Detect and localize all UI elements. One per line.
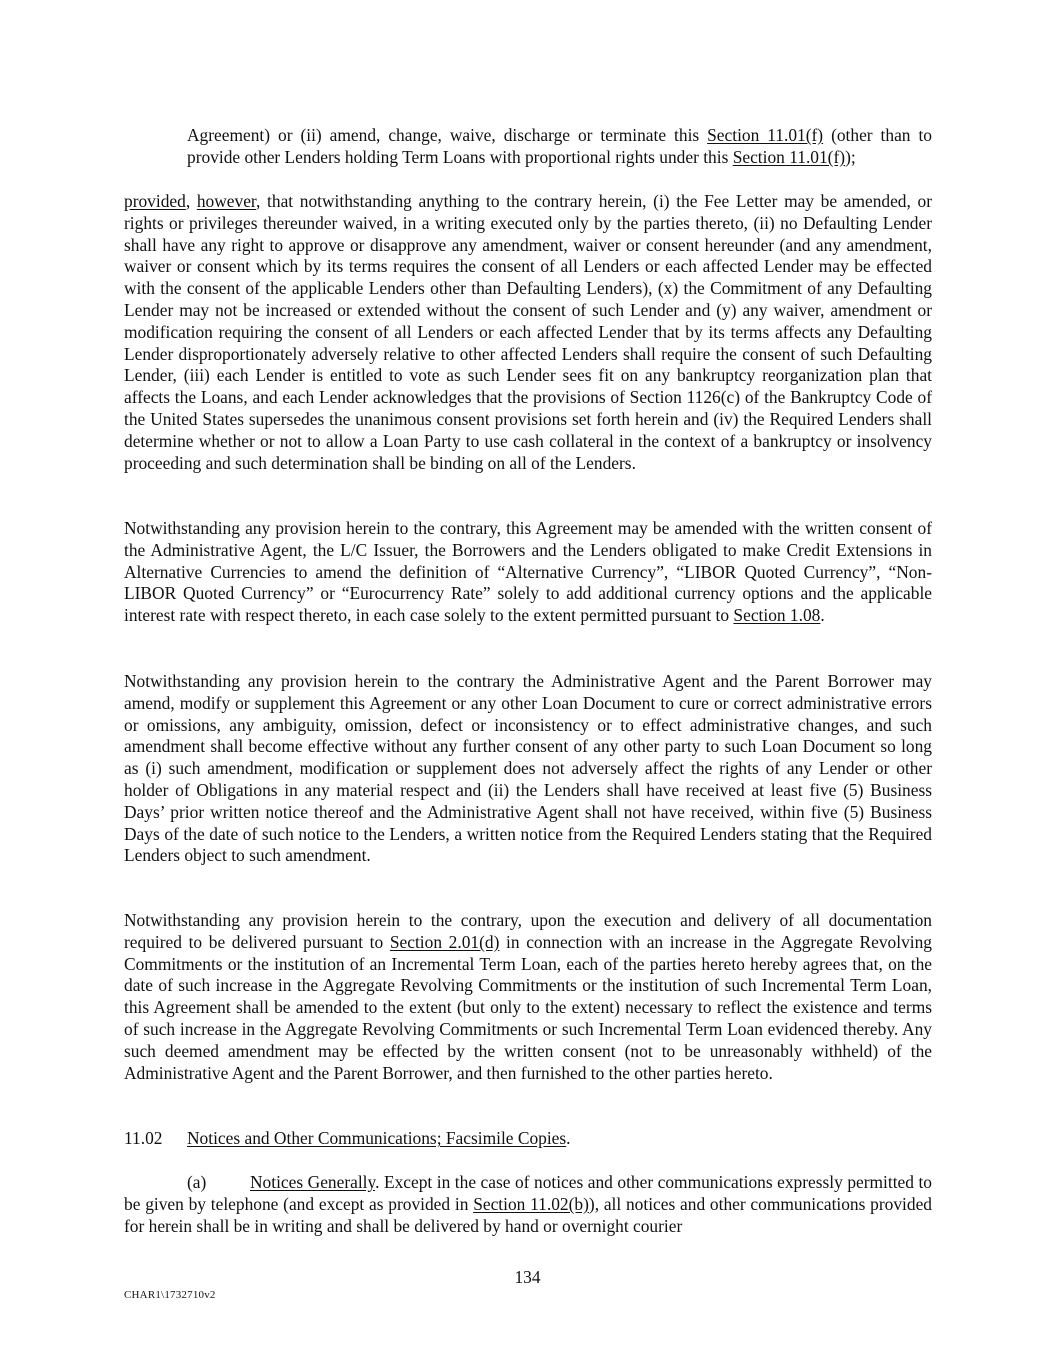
section-reference: Section 11.01(f): [732, 146, 846, 167]
alternative-currency-paragraph: [124, 518, 932, 627]
section-heading: [124, 1128, 932, 1150]
section-number: 11.02: [124, 1128, 163, 1148]
clause-title: Notices Generally: [250, 1172, 376, 1192]
text-run: ,: [185, 191, 197, 211]
underlined-term: provided: [124, 191, 186, 211]
section-title: Notices and Other Communications; Facsimile Copies: [187, 1128, 567, 1148]
document-id: CHAR1\1732710v2: [124, 1289, 216, 1301]
text-run: .: [566, 1128, 571, 1148]
notices-generally-paragraph: [124, 1172, 932, 1237]
text-run: , that notwithstanding anything to the contrary herein, (i) the Fee Letter may be amended, or rights or privileges thereunder waived, in a writing executed only by the parties thereto, (ii) no Defaulting Lender shall have any right to approve or disapprove any amendment, waiver or consent hereunder (and any amendment, waiver or consent which by its terms requires the consent of all Lenders or each affected Lender may be effected with the consent of the applicable Lenders other than Defaulting Lenders), (x) the Commitment of any Defaulting Lender may not be increased or extended without the consent of such Lender and (y) any waiver, amendment or modification requiring the consent of all Lenders or each affected Lender that by its terms affects any Defaulting Lender disproportionately adversely relative to other affected Lenders shall require the consent of such Defaulting Lender, (iii) each Lender is entitled to vote as such Lender sees fit on any bankruptcy reorganization plan that affects the Loans, and each Lender acknowledges that the provisions of Section 1126(c) of the Bankruptcy Code of the United States supersedes the unanimous consent provisions set forth herein and (iv) the Required Lenders shall determine whether or not to allow a Loan Party to use cash collateral in the context of a bankruptcy or insolvency proceeding and such determination shall be binding on all of the Lenders.: [124, 191, 932, 473]
proviso-paragraph: [124, 191, 932, 474]
text-run: ), all notices and other communications provided for herein shall be in writing and shall be delivered by hand or overnight courier: [124, 1193, 932, 1236]
section-reference: Section 2.01(d): [389, 931, 500, 952]
section-reference: Section 1.08: [733, 605, 821, 626]
administrative-errors-paragraph: [124, 671, 932, 867]
text-run: Notwithstanding any provision herein to the contrary, upon the execution and delivery of all documentation required to be delivered pursuant to: [124, 910, 932, 952]
text-run: Notwithstanding any provision herein to the contrary, this Agreement may be amended with the written consent of the Administrative Agent, the L/C Issuer, the Borrowers and the Lenders obligated to make Credit Extensions in Alternative Currencies to amend the definition of “Alternative Currency”, “LIBOR Quoted Currency”, “Non-LIBOR Quoted Currency” or “Eurocurrency Rate” solely to add additional currency options and the applicable interest rate with respect thereto, in each case solely to the extent permitted pursuant to: [124, 518, 932, 626]
clause-label: (a): [187, 1172, 207, 1192]
text-run: (other than to provide other Lenders holding Term Loans with proportional rights under this: [187, 125, 932, 167]
page-number: 134: [514, 1267, 541, 1287]
underlined-term: however: [196, 191, 257, 211]
text-run: );: [845, 146, 856, 167]
text-run: Agreement) or (ii) amend, change, waive, discharge or terminate this: [187, 125, 708, 145]
section-reference: Section 11.01(f): [707, 125, 824, 145]
text-run: .: [820, 605, 825, 626]
text-run: Notwithstanding any provision herein to the contrary the Administrative Agent and the Parent Borrower may amend, modify or supplement this Agreement or any other Loan Document to cure or correct administrative errors or omissions, any ambiguity, omission, defect or inconsistency or to effect administrative changes, and such amendment shall become effective without any further consent of any other party to such Loan Document so long as (i) such amendment, modification or supplement does not adversely affect the rights of any Lender or other holder of Obligations in any material respect and (ii) the Lenders shall have received at least five (5) Business Days’ prior written notice thereof and the Administrative Agent shall not have received, within five (5) Business Days of the date of such notice to the Lenders, a written notice from the Required Lenders stating that the Required Lenders object to such amendment.: [124, 671, 932, 866]
section-reference: Section 11.02(b): [473, 1193, 589, 1214]
incremental-commitments-paragraph: [124, 910, 932, 1084]
continuation-paragraph: [187, 125, 932, 169]
text-run: in connection with an increase in the Aggregate Revolving Commitments or the institution of an Incremental Term Loan, each of the parties hereto hereby agrees that, on the date of such increase in the Aggregate Revolving Commitments or the institution of such Incremental Term Loan, this Agreement shall be amended to the extent (but only to the extent) necessary to reflect the existence and terms of such increase in the Aggregate Revolving Commitments or such Incremental Term Loan evidenced thereby. Any such deemed amendment may be effected by the written consent (not to be unreasonably withheld) of the Administrative Agent and the Parent Borrower, and then furnished to the other parties hereto.: [124, 931, 932, 1083]
text-run: . Except in the case of notices and other communications expressly permitted to be given by telephone (and except as provided in: [124, 1172, 932, 1214]
